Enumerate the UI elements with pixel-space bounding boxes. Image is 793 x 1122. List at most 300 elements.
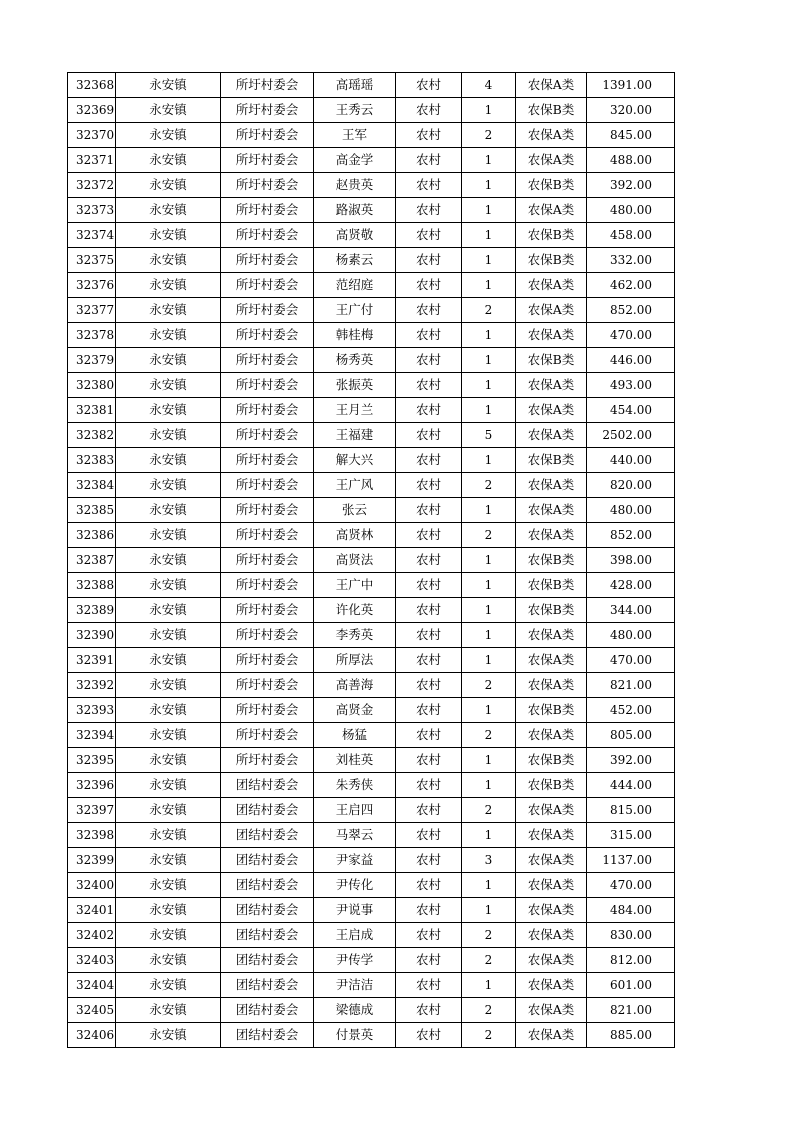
table-row — [68, 273, 675, 298]
town-cell: 永安镇 — [116, 998, 221, 1023]
insurance-category-cell: 农保A类 — [516, 473, 587, 498]
town-cell: 永安镇 — [116, 148, 221, 173]
amount-cell: 428.00 — [587, 573, 675, 598]
person-name-cell: 王广风 — [314, 473, 396, 498]
member-count-cell: 2 — [462, 998, 516, 1023]
household-type-cell: 农村 — [396, 473, 462, 498]
village-committee-cell: 所圩村委会 — [221, 98, 314, 123]
member-count-cell: 1 — [462, 273, 516, 298]
amount-cell: 470.00 — [587, 323, 675, 348]
village-committee-cell: 团结村委会 — [221, 948, 314, 973]
amount-cell: 2502.00 — [587, 423, 675, 448]
town-cell: 永安镇 — [116, 623, 221, 648]
town-cell: 永安镇 — [116, 123, 221, 148]
town-cell: 永安镇 — [116, 773, 221, 798]
table-row — [68, 173, 675, 198]
amount-cell: 480.00 — [587, 623, 675, 648]
insurance-category-cell: 农保A类 — [516, 723, 587, 748]
household-type-cell: 农村 — [396, 248, 462, 273]
record-id-cell: 32395 — [68, 748, 116, 773]
record-id-cell: 32402 — [68, 923, 116, 948]
household-type-cell: 农村 — [396, 198, 462, 223]
record-id-cell: 32399 — [68, 848, 116, 873]
amount-cell: 488.00 — [587, 148, 675, 173]
village-committee-cell: 所圩村委会 — [221, 473, 314, 498]
person-name-cell: 路淑英 — [314, 198, 396, 223]
town-cell: 永安镇 — [116, 223, 221, 248]
record-id-cell: 32386 — [68, 523, 116, 548]
household-type-cell: 农村 — [396, 548, 462, 573]
member-count-cell: 4 — [462, 73, 516, 98]
person-name-cell: 高贤法 — [314, 548, 396, 573]
table-row — [68, 498, 675, 523]
table-row — [68, 223, 675, 248]
member-count-cell: 2 — [462, 523, 516, 548]
town-cell: 永安镇 — [116, 748, 221, 773]
household-type-cell: 农村 — [396, 173, 462, 198]
person-name-cell: 高瑶瑶 — [314, 73, 396, 98]
village-committee-cell: 团结村委会 — [221, 873, 314, 898]
person-name-cell: 尹洁洁 — [314, 973, 396, 998]
member-count-cell: 2 — [462, 673, 516, 698]
member-count-cell: 1 — [462, 323, 516, 348]
record-id-cell: 32406 — [68, 1023, 116, 1048]
record-id-cell: 32378 — [68, 323, 116, 348]
village-committee-cell: 所圩村委会 — [221, 648, 314, 673]
household-type-cell: 农村 — [396, 273, 462, 298]
insurance-category-cell: 农保A类 — [516, 148, 587, 173]
amount-cell: 446.00 — [587, 348, 675, 373]
insurance-category-cell: 农保A类 — [516, 648, 587, 673]
person-name-cell: 王广付 — [314, 298, 396, 323]
member-count-cell: 2 — [462, 123, 516, 148]
amount-cell: 885.00 — [587, 1023, 675, 1048]
insurance-category-cell: 农保B类 — [516, 448, 587, 473]
person-name-cell: 韩桂梅 — [314, 323, 396, 348]
amount-cell: 821.00 — [587, 998, 675, 1023]
town-cell: 永安镇 — [116, 698, 221, 723]
table-row — [68, 823, 675, 848]
amount-cell: 601.00 — [587, 973, 675, 998]
village-committee-cell: 所圩村委会 — [221, 273, 314, 298]
table-row — [68, 323, 675, 348]
village-committee-cell: 团结村委会 — [221, 773, 314, 798]
amount-cell: 812.00 — [587, 948, 675, 973]
member-count-cell: 1 — [462, 248, 516, 273]
insurance-category-cell: 农保A类 — [516, 298, 587, 323]
record-id-cell: 32384 — [68, 473, 116, 498]
record-id-cell: 32373 — [68, 198, 116, 223]
household-type-cell: 农村 — [396, 673, 462, 698]
person-name-cell: 赵贵英 — [314, 173, 396, 198]
village-committee-cell: 团结村委会 — [221, 798, 314, 823]
record-id-cell: 32405 — [68, 998, 116, 1023]
village-committee-cell: 所圩村委会 — [221, 348, 314, 373]
town-cell: 永安镇 — [116, 498, 221, 523]
table-row — [68, 198, 675, 223]
amount-cell: 852.00 — [587, 523, 675, 548]
table-row — [68, 948, 675, 973]
town-cell: 永安镇 — [116, 848, 221, 873]
member-count-cell: 2 — [462, 798, 516, 823]
village-committee-cell: 所圩村委会 — [221, 248, 314, 273]
amount-cell: 392.00 — [587, 748, 675, 773]
town-cell: 永安镇 — [116, 673, 221, 698]
member-count-cell: 2 — [462, 298, 516, 323]
town-cell: 永安镇 — [116, 198, 221, 223]
village-committee-cell: 团结村委会 — [221, 998, 314, 1023]
amount-cell: 458.00 — [587, 223, 675, 248]
person-name-cell: 李秀英 — [314, 623, 396, 648]
person-name-cell: 范绍庭 — [314, 273, 396, 298]
table-row — [68, 248, 675, 273]
member-count-cell: 1 — [462, 223, 516, 248]
insurance-category-cell: 农保A类 — [516, 373, 587, 398]
person-name-cell: 刘桂英 — [314, 748, 396, 773]
record-id-cell: 32393 — [68, 698, 116, 723]
record-id-cell: 32379 — [68, 348, 116, 373]
village-committee-cell: 所圩村委会 — [221, 723, 314, 748]
insurance-category-cell: 农保B类 — [516, 773, 587, 798]
household-type-cell: 农村 — [396, 98, 462, 123]
insurance-category-cell: 农保B类 — [516, 248, 587, 273]
person-name-cell: 高金学 — [314, 148, 396, 173]
table-row — [68, 698, 675, 723]
village-committee-cell: 团结村委会 — [221, 923, 314, 948]
town-cell: 永安镇 — [116, 98, 221, 123]
town-cell: 永安镇 — [116, 723, 221, 748]
amount-cell: 820.00 — [587, 473, 675, 498]
amount-cell: 452.00 — [587, 698, 675, 723]
table-row — [68, 973, 675, 998]
amount-cell: 1137.00 — [587, 848, 675, 873]
amount-cell: 480.00 — [587, 198, 675, 223]
member-count-cell: 1 — [462, 698, 516, 723]
insurance-category-cell: 农保B类 — [516, 548, 587, 573]
table-row — [68, 998, 675, 1023]
insurance-category-cell: 农保A类 — [516, 623, 587, 648]
person-name-cell: 马翠云 — [314, 823, 396, 848]
person-name-cell: 尹传化 — [314, 873, 396, 898]
village-committee-cell: 所圩村委会 — [221, 148, 314, 173]
town-cell: 永安镇 — [116, 1023, 221, 1048]
member-count-cell: 1 — [462, 873, 516, 898]
insurance-category-cell: 农保A类 — [516, 848, 587, 873]
table-row — [68, 398, 675, 423]
member-count-cell: 1 — [462, 148, 516, 173]
insurance-category-cell: 农保A类 — [516, 898, 587, 923]
insurance-category-cell: 农保B类 — [516, 598, 587, 623]
member-count-cell: 1 — [462, 623, 516, 648]
town-cell: 永安镇 — [116, 348, 221, 373]
record-id-cell: 32385 — [68, 498, 116, 523]
person-name-cell: 梁德成 — [314, 998, 396, 1023]
insurance-category-cell: 农保A类 — [516, 823, 587, 848]
household-type-cell: 农村 — [396, 373, 462, 398]
record-id-cell: 32396 — [68, 773, 116, 798]
household-type-cell: 农村 — [396, 623, 462, 648]
insurance-category-cell: 农保A类 — [516, 1023, 587, 1048]
insurance-category-cell: 农保A类 — [516, 123, 587, 148]
record-id-cell: 32372 — [68, 173, 116, 198]
record-id-cell: 32403 — [68, 948, 116, 973]
village-committee-cell: 所圩村委会 — [221, 673, 314, 698]
amount-cell: 462.00 — [587, 273, 675, 298]
table-row — [68, 673, 675, 698]
amount-cell: 480.00 — [587, 498, 675, 523]
record-id-cell: 32394 — [68, 723, 116, 748]
village-committee-cell: 所圩村委会 — [221, 173, 314, 198]
household-type-cell: 农村 — [396, 798, 462, 823]
member-count-cell: 2 — [462, 473, 516, 498]
village-committee-cell: 所圩村委会 — [221, 573, 314, 598]
town-cell: 永安镇 — [116, 373, 221, 398]
household-type-cell: 农村 — [396, 598, 462, 623]
town-cell: 永安镇 — [116, 398, 221, 423]
member-count-cell: 1 — [462, 748, 516, 773]
member-count-cell: 1 — [462, 823, 516, 848]
member-count-cell: 1 — [462, 973, 516, 998]
record-id-cell: 32374 — [68, 223, 116, 248]
amount-cell: 830.00 — [587, 923, 675, 948]
household-type-cell: 农村 — [396, 573, 462, 598]
table-row — [68, 848, 675, 873]
household-type-cell: 农村 — [396, 498, 462, 523]
insurance-category-cell: 农保B类 — [516, 348, 587, 373]
table-row — [68, 98, 675, 123]
insurance-category-cell: 农保A类 — [516, 323, 587, 348]
person-name-cell: 高贤金 — [314, 698, 396, 723]
household-type-cell: 农村 — [396, 923, 462, 948]
person-name-cell: 高贤林 — [314, 523, 396, 548]
insurance-category-cell: 农保B类 — [516, 698, 587, 723]
amount-cell: 493.00 — [587, 373, 675, 398]
record-id-cell: 32388 — [68, 573, 116, 598]
record-id-cell: 32382 — [68, 423, 116, 448]
household-type-cell: 农村 — [396, 823, 462, 848]
village-committee-cell: 所圩村委会 — [221, 198, 314, 223]
town-cell: 永安镇 — [116, 473, 221, 498]
table-row — [68, 1023, 675, 1048]
household-type-cell: 农村 — [396, 648, 462, 673]
person-name-cell: 付景英 — [314, 1023, 396, 1048]
amount-cell: 320.00 — [587, 98, 675, 123]
person-name-cell: 王军 — [314, 123, 396, 148]
town-cell: 永安镇 — [116, 323, 221, 348]
town-cell: 永安镇 — [116, 73, 221, 98]
village-committee-cell: 所圩村委会 — [221, 548, 314, 573]
insurance-category-cell: 农保A类 — [516, 998, 587, 1023]
record-id-cell: 32400 — [68, 873, 116, 898]
household-type-cell: 农村 — [396, 323, 462, 348]
person-name-cell: 尹家益 — [314, 848, 396, 873]
table-row — [68, 598, 675, 623]
table-row — [68, 73, 675, 98]
member-count-cell: 2 — [462, 948, 516, 973]
village-committee-cell: 团结村委会 — [221, 848, 314, 873]
village-committee-cell: 所圩村委会 — [221, 298, 314, 323]
town-cell: 永安镇 — [116, 448, 221, 473]
town-cell: 永安镇 — [116, 173, 221, 198]
town-cell: 永安镇 — [116, 798, 221, 823]
town-cell: 永安镇 — [116, 873, 221, 898]
town-cell: 永安镇 — [116, 248, 221, 273]
member-count-cell: 1 — [462, 98, 516, 123]
insurance-category-cell: 农保A类 — [516, 673, 587, 698]
person-name-cell: 王启四 — [314, 798, 396, 823]
insurance-category-cell: 农保A类 — [516, 498, 587, 523]
person-name-cell: 许化英 — [314, 598, 396, 623]
person-name-cell: 高善海 — [314, 673, 396, 698]
person-name-cell: 杨素云 — [314, 248, 396, 273]
record-id-cell: 32381 — [68, 398, 116, 423]
amount-cell: 815.00 — [587, 798, 675, 823]
member-count-cell: 2 — [462, 1023, 516, 1048]
person-name-cell: 尹说事 — [314, 898, 396, 923]
insurance-category-cell: 农保A类 — [516, 973, 587, 998]
village-committee-cell: 团结村委会 — [221, 1023, 314, 1048]
member-count-cell: 1 — [462, 598, 516, 623]
village-committee-cell: 团结村委会 — [221, 823, 314, 848]
table-row — [68, 373, 675, 398]
member-count-cell: 1 — [462, 773, 516, 798]
household-type-cell: 农村 — [396, 873, 462, 898]
member-count-cell: 3 — [462, 848, 516, 873]
table-row — [68, 573, 675, 598]
village-committee-cell: 所圩村委会 — [221, 323, 314, 348]
record-id-cell: 32377 — [68, 298, 116, 323]
amount-cell: 454.00 — [587, 398, 675, 423]
record-id-cell: 32398 — [68, 823, 116, 848]
household-type-cell: 农村 — [396, 748, 462, 773]
amount-cell: 805.00 — [587, 723, 675, 748]
record-id-cell: 32376 — [68, 273, 116, 298]
record-id-cell: 32404 — [68, 973, 116, 998]
roster-table — [67, 72, 675, 1048]
town-cell: 永安镇 — [116, 523, 221, 548]
village-committee-cell: 团结村委会 — [221, 973, 314, 998]
insurance-category-cell: 农保A类 — [516, 398, 587, 423]
record-id-cell: 32375 — [68, 248, 116, 273]
member-count-cell: 5 — [462, 423, 516, 448]
amount-cell: 332.00 — [587, 248, 675, 273]
member-count-cell: 1 — [462, 548, 516, 573]
village-committee-cell: 所圩村委会 — [221, 73, 314, 98]
household-type-cell: 农村 — [396, 1023, 462, 1048]
member-count-cell: 1 — [462, 498, 516, 523]
member-count-cell: 2 — [462, 923, 516, 948]
amount-cell: 315.00 — [587, 823, 675, 848]
record-id-cell: 32397 — [68, 798, 116, 823]
insurance-category-cell: 农保B类 — [516, 223, 587, 248]
amount-cell: 392.00 — [587, 173, 675, 198]
member-count-cell: 1 — [462, 448, 516, 473]
household-type-cell: 农村 — [396, 998, 462, 1023]
table-row — [68, 723, 675, 748]
village-committee-cell: 所圩村委会 — [221, 698, 314, 723]
household-type-cell: 农村 — [396, 698, 462, 723]
person-name-cell: 所厚法 — [314, 648, 396, 673]
person-name-cell: 杨猛 — [314, 723, 396, 748]
household-type-cell: 农村 — [396, 73, 462, 98]
table-row — [68, 448, 675, 473]
household-type-cell: 农村 — [396, 448, 462, 473]
member-count-cell: 1 — [462, 648, 516, 673]
insurance-category-cell: 农保A类 — [516, 923, 587, 948]
town-cell: 永安镇 — [116, 598, 221, 623]
household-type-cell: 农村 — [396, 348, 462, 373]
record-id-cell: 32390 — [68, 623, 116, 648]
member-count-cell: 1 — [462, 898, 516, 923]
record-id-cell: 32380 — [68, 373, 116, 398]
member-count-cell: 1 — [462, 348, 516, 373]
town-cell: 永安镇 — [116, 548, 221, 573]
table-row — [68, 773, 675, 798]
village-committee-cell: 所圩村委会 — [221, 398, 314, 423]
town-cell: 永安镇 — [116, 923, 221, 948]
person-name-cell: 朱秀侠 — [314, 773, 396, 798]
town-cell: 永安镇 — [116, 648, 221, 673]
person-name-cell: 王启成 — [314, 923, 396, 948]
member-count-cell: 1 — [462, 198, 516, 223]
member-count-cell: 1 — [462, 398, 516, 423]
amount-cell: 398.00 — [587, 548, 675, 573]
village-committee-cell: 所圩村委会 — [221, 598, 314, 623]
person-name-cell: 解大兴 — [314, 448, 396, 473]
table-row — [68, 348, 675, 373]
insurance-category-cell: 农保A类 — [516, 523, 587, 548]
household-type-cell: 农村 — [396, 898, 462, 923]
member-count-cell: 1 — [462, 373, 516, 398]
insurance-category-cell: 农保A类 — [516, 948, 587, 973]
household-type-cell: 农村 — [396, 973, 462, 998]
person-name-cell: 张振英 — [314, 373, 396, 398]
village-committee-cell: 团结村委会 — [221, 898, 314, 923]
insurance-category-cell: 农保B类 — [516, 98, 587, 123]
village-committee-cell: 所圩村委会 — [221, 373, 314, 398]
amount-cell: 1391.00 — [587, 73, 675, 98]
household-type-cell: 农村 — [396, 223, 462, 248]
table-row — [68, 623, 675, 648]
record-id-cell: 32383 — [68, 448, 116, 473]
person-name-cell: 杨秀英 — [314, 348, 396, 373]
record-id-cell: 32368 — [68, 73, 116, 98]
town-cell: 永安镇 — [116, 423, 221, 448]
person-name-cell: 尹传学 — [314, 948, 396, 973]
village-committee-cell: 所圩村委会 — [221, 423, 314, 448]
person-name-cell: 张云 — [314, 498, 396, 523]
town-cell: 永安镇 — [116, 948, 221, 973]
village-committee-cell: 所圩村委会 — [221, 623, 314, 648]
record-id-cell: 32369 — [68, 98, 116, 123]
member-count-cell: 2 — [462, 723, 516, 748]
insurance-category-cell: 农保A类 — [516, 423, 587, 448]
record-id-cell: 32389 — [68, 598, 116, 623]
person-name-cell: 王福建 — [314, 423, 396, 448]
record-id-cell: 32401 — [68, 898, 116, 923]
household-type-cell: 农村 — [396, 123, 462, 148]
table-row — [68, 473, 675, 498]
person-name-cell: 王秀云 — [314, 98, 396, 123]
record-id-cell: 32391 — [68, 648, 116, 673]
member-count-cell: 1 — [462, 573, 516, 598]
insurance-category-cell: 农保A类 — [516, 73, 587, 98]
insurance-category-cell: 农保B类 — [516, 573, 587, 598]
household-type-cell: 农村 — [396, 148, 462, 173]
insurance-category-cell: 农保B类 — [516, 748, 587, 773]
amount-cell: 470.00 — [587, 648, 675, 673]
town-cell: 永安镇 — [116, 898, 221, 923]
